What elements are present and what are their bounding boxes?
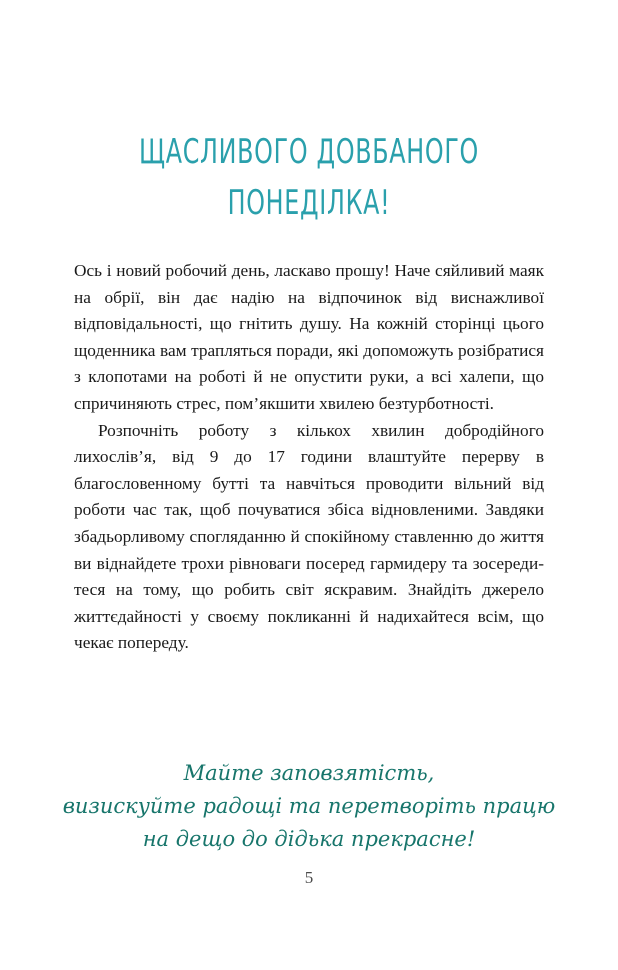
page-title-line-1: ЩАСЛИВОГО ДОВБАНОГО — [139, 132, 479, 172]
motto-line-3: на дещо до дідька прекрасне! — [142, 827, 476, 851]
motto-line-2: визискуйте радощі та перетворіть працю — [62, 794, 556, 818]
page-title-line-2: ПОНЕДІЛКА! — [227, 183, 391, 223]
motto-line-1: Майте заповзятість, — [183, 761, 435, 785]
paragraph-2: Розпочніть роботу з кількох хвилин добродійного лихослів’я, від 9 до 17 години влаштуйте перерву в благословенному бутті та навчіться проводити вільний від роботи час так, щоб почуватися збіса відновленими. Завдяки збадьорливому спогляданню й спокійному ставленню до життя ви віднайдете трохи рівноваги посеред гармидеру та зосередитеся на тому, що робить світ яскравим. Знайдіть джерело життєдайності у своєму покликанні й надихайтеся всім, що чекає попереду. — [74, 420, 544, 653]
body-text — [74, 258, 544, 657]
page-number: 5 — [304, 868, 314, 887]
paragraph-1: Ось і новий робочий день, ласкаво прошу! Наче сяйливий маяк на обрії, він дає надію на відпочинок від виснажливої відповідальності, що гнітить душу. На кожній сторінці цього щоденника вам трапляться поради, які допоможуть розібратися з клопотами на роботі й не опустити руки, а всі халепи, що спричиняють стрес, пом’якшити хвилею безтурботності. — [74, 261, 544, 413]
